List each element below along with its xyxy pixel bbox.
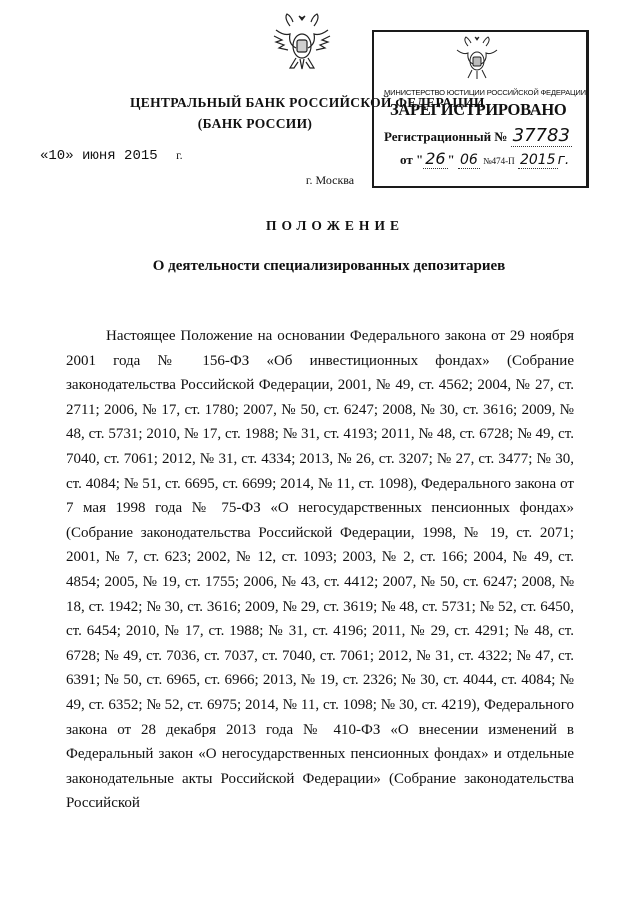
document-date-day: 10 (48, 148, 66, 164)
body-text (66, 324, 574, 816)
stamp-year: 2015 (519, 152, 556, 168)
double-headed-eagle-icon (270, 12, 334, 82)
stamp-registration-number (384, 125, 572, 146)
city: г. Москва (305, 173, 355, 187)
coat-of-arms-emblem (270, 12, 334, 82)
bank-name-line2: (БАНК РОССИИ) (197, 116, 313, 131)
body-paragraph: Настоящее Положение на основании Федерального закона от 29 ноября 2001 года № 156-ФЗ «Об инвестиционных фондах» (Собрание законодательства Российской Федерации, 2001, № 49, ст. 4562; 2004, № 27, ст. 2711; 2006, № 17, ст. 1780; 2007, № 50, ст. 6247; 2008, № 30, ст. 3616; 2009, № 48, ст. 5731; 2010, № 17, ст. 1988; № 31, ст. 4193; 2011, № 48, ст. 6728; № 49, ст. 7040, ст. 7061; 2012, № 31, ст. 4334; 2013, № 26, ст. 3207; № 27, ст. 3477; № 30, ст. 4084; № 51, ст. 6695, ст. 6699; 2014, № 11, ст. 1098), Федерального закона от 7 мая 1998 года № 75-ФЗ «О негосударственных пенсионных фондах» (Собрание законодательства Российской Федерации, 1998, № 19, ст. 2071; 2001, № 7, ст. 623; 2002, № 12, ст. 1093; 2003, № 2, ст. 166; 2004, № 49, ст. 4854; 2005, № 19, ст. 1755; 2006, № 43, ст. 4412; 2007, № 50, ст. 6247; 2008, № 18, ст. 1942; № 30, ст. 3616; 2009, № 29, ст. 3619; № 48, ст. 5731; № 52, ст. 6450, ст. 6454; 2010, № 17, ст. 1988; № 31, ст. 4196; 2011, № 29, ст. 4291; № 48, ст. 6728; № 49, ст. 7036, ст. 7037, ст. 7040, ст. 7061; 2012, № 31, ст. 4322; № 47, ст. 6391; № 50, ст. 6965, ст. 6966; 2013, № 19, ст. 2326; № 30, ст. 4044, ст. 4084; № 49, ст. 6352; № 52, ст. 6975; 2014, № 11, ст. 1098; № 30, ст. 4219), Федерального закона от 28 декабря 2013 года № 410-ФЗ «О внесении изменений в Федеральный закон «О негосударственных пенсионных фондах» и отдельные законодательные акты Российской Федерации» (Собрание законодательства Российской (66, 328, 574, 812)
stamp-extra: №474-П (483, 156, 515, 166)
stamp-date-prefix: от (400, 152, 413, 167)
double-headed-eagle-icon (454, 36, 500, 82)
bank-name-line1: ЦЕНТРАЛЬНЫЙ БАНК РОССИЙСКОЙ ФЕДЕРАЦИИ (130, 95, 485, 110)
stamp-date: от " 26 " 06 №474-П 2015 г. (400, 149, 570, 168)
registration-stamp (372, 30, 589, 188)
reg-number-label: Регистрационный № (384, 129, 508, 144)
stamp-month: 06 (460, 152, 478, 168)
reg-number-value: 37783 (512, 125, 570, 146)
document-date-suffix: г. (176, 148, 183, 162)
document-date-month: июня (82, 148, 116, 164)
document-date-year: 2015 (124, 148, 158, 164)
stamp-day: 26 (425, 149, 446, 168)
document-date: «10» июня 2015 г. (40, 148, 183, 164)
stamp-ministry-name: МИНИСТЕРСТВО ЮСТИЦИИ РОССИЙСКОЙ ФЕДЕРАЦИИ (384, 88, 586, 97)
stamp-registered-label: ЗАРЕГИСТРИРОВАНО (390, 100, 567, 119)
ministry-emblem (454, 36, 500, 82)
document-title: ПОЛОЖЕНИЕ (266, 218, 404, 233)
stamp-year-suffix: г. (557, 152, 570, 168)
document-subtitle: О деятельности специализированных депозитариев (152, 258, 506, 274)
